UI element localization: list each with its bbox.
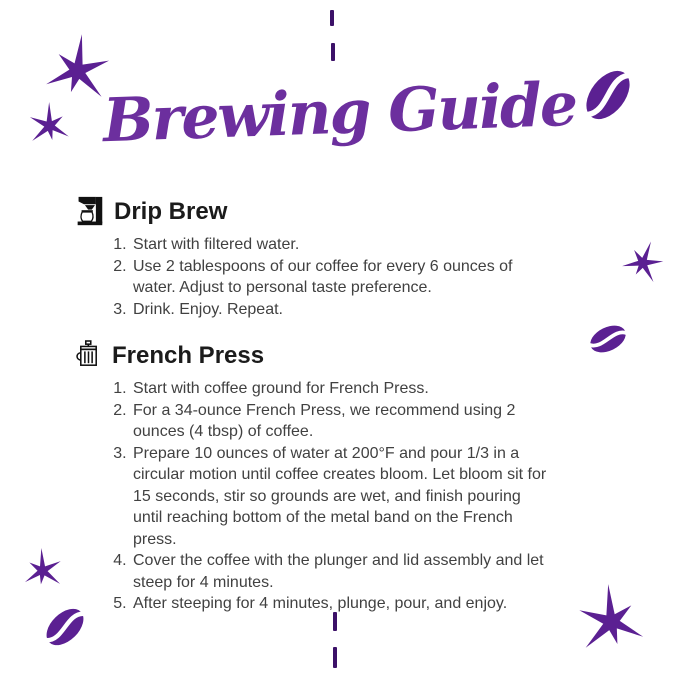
step-item: 3. Drink. Enjoy. Repeat. bbox=[131, 299, 552, 321]
french-press-icon bbox=[74, 340, 103, 371]
step-item: 5. After steeping for 4 minutes, plunge, pour, and enjoy. bbox=[131, 593, 552, 615]
dashed-line-bottom bbox=[333, 612, 337, 631]
drip-coffee-maker-icon bbox=[74, 196, 105, 227]
dashed-line-bottom bbox=[333, 647, 337, 668]
step-item: 4. Cover the coffee with the plunger and lid assembly and let steep for 4 minutes. bbox=[131, 550, 552, 593]
dashed-line-top bbox=[331, 43, 335, 61]
drip-brew-heading-row bbox=[74, 196, 564, 227]
step-item: 2. For a 34-ounce French Press, we recommend using 2 ounces (4 tbsp) of coffee. bbox=[131, 400, 552, 443]
section-drip-brew bbox=[74, 196, 564, 320]
step-item: 1. Start with coffee ground for French Press. bbox=[131, 378, 552, 400]
step-item: 2. Use 2 tablespoons of our coffee for every 6 ounces of water. Adjust to personal taste preference. bbox=[131, 256, 552, 299]
section-french-press bbox=[74, 340, 564, 615]
star-icon bbox=[566, 577, 659, 660]
star-icon bbox=[14, 542, 71, 596]
coffee-bean-icon bbox=[575, 306, 640, 372]
section-heading-label: Drip Brew bbox=[114, 197, 228, 225]
drip-brew-steps bbox=[74, 234, 552, 320]
star-icon bbox=[615, 237, 671, 284]
step-item: 1. Start with filtered water. bbox=[131, 234, 552, 256]
french-press-heading-row bbox=[74, 340, 564, 371]
page-title: Brewing Guide bbox=[101, 69, 578, 157]
step-item: 3. Prepare 10 ounces of water at 200°F and pour 1/3 in a circular motion until coffee creates bloom. Let bloom sit for 15 seconds, stir so grounds are wet, and finish pouring until reaching bottom of the metal band on the French press. bbox=[131, 443, 552, 551]
section-heading-label: French Press bbox=[112, 341, 265, 369]
french-press-steps bbox=[74, 378, 552, 615]
dashed-line-top bbox=[330, 10, 334, 26]
